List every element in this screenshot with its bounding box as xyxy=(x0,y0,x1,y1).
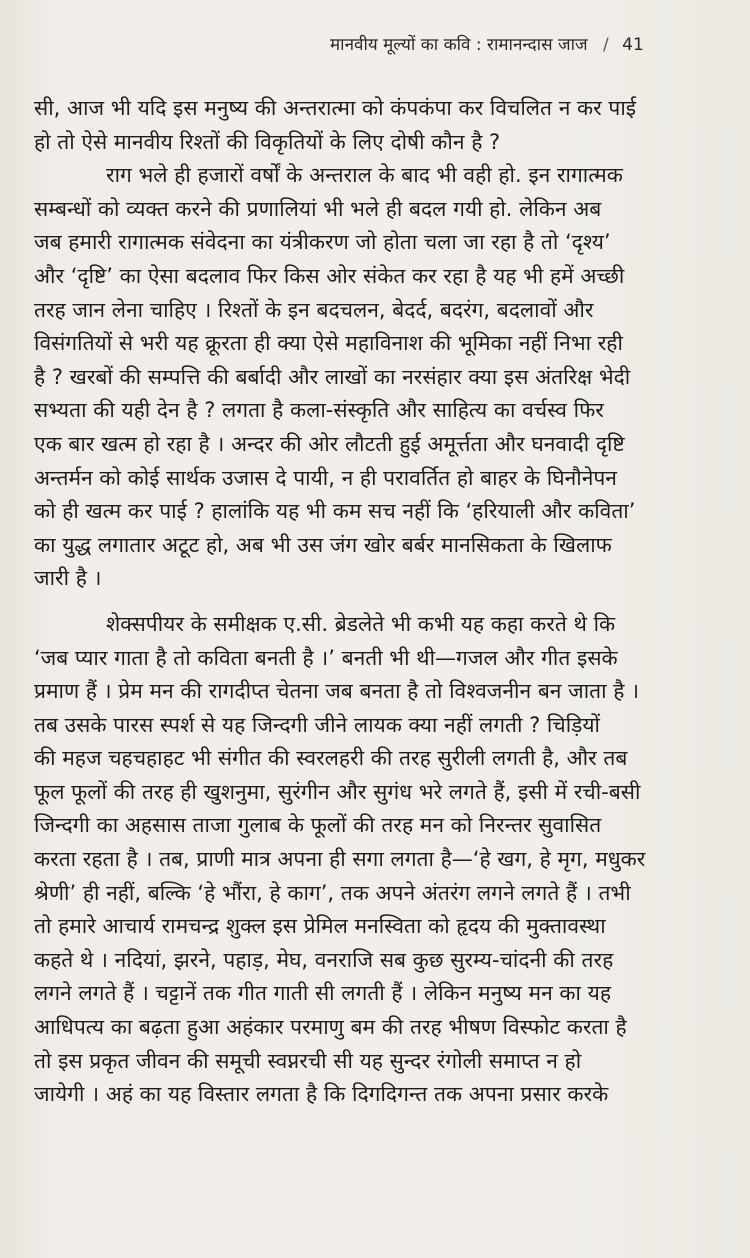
text-line: प्रमाण हैं । प्रेम मन की रागदीप्त चेतना जब बनता है तो विश्वजनीन बन जाता है । xyxy=(34,679,640,704)
text-line: जारी है । xyxy=(34,566,102,591)
text-line: सम्बन्धों को व्यक्त करने की प्रणालियां भी भले ही बदल गयी हो. लेकिन अब xyxy=(34,196,602,221)
text-line: ‘जब प्यार गाता है तो कविता बनती है ।’ बनती भी थी—गजल और गीत इसके xyxy=(34,645,618,670)
text-line: आधिपत्य का बढ़ता हुआ अहंकार परमाणु बम की तरह भीषण विस्फोट करता है xyxy=(34,1015,627,1040)
text-line: तो हमारे आचार्य रामचन्द्र शुक्ल इस प्रेमिल मनस्विता को हृदय की मुक्तावस्था xyxy=(34,914,606,939)
text-line: श्रेणी’ ही नहीं, बल्कि ‘हे भौंरा, हे काग’, तक अपने अंतरंग लगने लगते हैं । तभी xyxy=(34,880,631,905)
body-text xyxy=(34,92,716,1112)
text-line: एक बार खत्म हो रहा है । अन्दर की ओर लौटती हुई अमूर्त्तता और घनवादी दृष्टि xyxy=(34,431,625,456)
text-line: सी, आज भी यदि इस मनुष्य की अन्तरात्मा को कंपकंपा कर विचलित न कर पाई xyxy=(34,96,637,120)
text-line: विसंगतियों से भरी यह क्रूरता ही क्या ऐसे महाविनाश की भूमिका नहीं निभा रही xyxy=(34,331,623,356)
running-head-title: मानवीय मूल्यों का कवि : रामानन्दास जाज xyxy=(330,35,588,55)
text-line: का युद्ध लगातार अटूट हो, अब भी उस जंग खोर बर्बर मानसिकता के खिलाफ xyxy=(34,532,612,557)
text-line: राग भले ही हजारों वर्षों के अन्तराल के बाद भी वही हो. इन रागात्मक xyxy=(106,163,623,188)
text-line: जब हमारी रागात्मक संवेदना का यंत्रीकरण जो होता चला जा रहा है तो ‘दृश्य’ xyxy=(34,230,611,255)
text-line: को ही खत्म कर पाई ? हालांकि यह भी कम सच नहीं कि ‘हरियाली और कविता’ xyxy=(34,499,636,524)
text-line: लगने लगते हैं । चट्टानें तक गीत गाती सी लगती हैं । लेकिन मनुष्य मन का यह xyxy=(34,981,611,1006)
paragraph-1 xyxy=(34,92,716,159)
text-line: और ‘दृष्टि’ का ऐसा बदलाव फिर किस ओर संकेत कर रहा है यह भी हमें अच्छी xyxy=(34,263,625,288)
text-line: हो तो ऐसे मानवीय रिश्तों की विकृतियों के लिए दोषी कौन है ? xyxy=(34,129,501,154)
running-head xyxy=(330,28,690,62)
text-line: है ? खरबों की सम्पत्ति की बर्बादी और लाखों का नरसंहार क्या इस अंतरिक्ष भेदी xyxy=(34,364,631,389)
text-line: सभ्यता की यही देन है ? लगता है कला-संस्कृति और साहित्य का वर्चस्व फिर xyxy=(34,398,604,423)
text-line: तरह जान लेना चाहिए । रिश्तों के इन बदचलन, बेदर्द, बदरंग, बदलावों और xyxy=(34,297,594,322)
paragraph-2 xyxy=(34,159,716,596)
paragraph-3 xyxy=(34,608,716,1112)
text-line: फूल फूलों की तरह ही खुशनुमा, सुरंगीन और सुगंध भरे लगते हैं, इसी में रची-बसी xyxy=(34,779,641,804)
text-line: की महज चहचहाहट भी संगीत की स्वरलहरी की तरह सुरीली लगती है, और तब xyxy=(34,746,628,771)
text-line: कहते थे । नदियां, झरने, पहाड़, मेघ, वनराजि सब कुछ सुरम्य-चांदनी की तरह xyxy=(34,947,614,972)
text-line: अन्तर्मन को कोई सार्थक उजास दे पायी, न ही परावर्तित हो बाहर के घिनौनेपन xyxy=(34,465,617,490)
text-line: जिन्दगी का अहसास ताजा गुलाब के फूलों की तरह मन को निरन्तर सुवासित xyxy=(34,813,602,838)
text-line: शेक्सपीयर के समीक्षक ए.सी. ब्रेडलेते भी कभी यह कहा करते थे कि xyxy=(106,611,616,636)
text-line: जायेगी । अहं का यह विस्तार लगता है कि दिगदिगन्त तक अपना प्रसार करके xyxy=(34,1082,609,1107)
text-line: करता रहता है । तब, प्राणी मात्र अपना ही सगा लगता है—‘हे खग, हे मृग, मधुकर xyxy=(34,847,646,872)
text-line: तो इस प्रकृत जीवन की समूची स्वप्नरची सी यह सुन्दर रंगोली समाप्त न हो xyxy=(34,1048,582,1073)
page-number: 41 xyxy=(622,35,644,55)
text-line: तब उसके पारस स्पर्श से यह जिन्दगी जीने लायक क्या नहीं लगती ? चिड़ियों xyxy=(34,712,600,737)
running-head-separator: / xyxy=(603,35,609,55)
